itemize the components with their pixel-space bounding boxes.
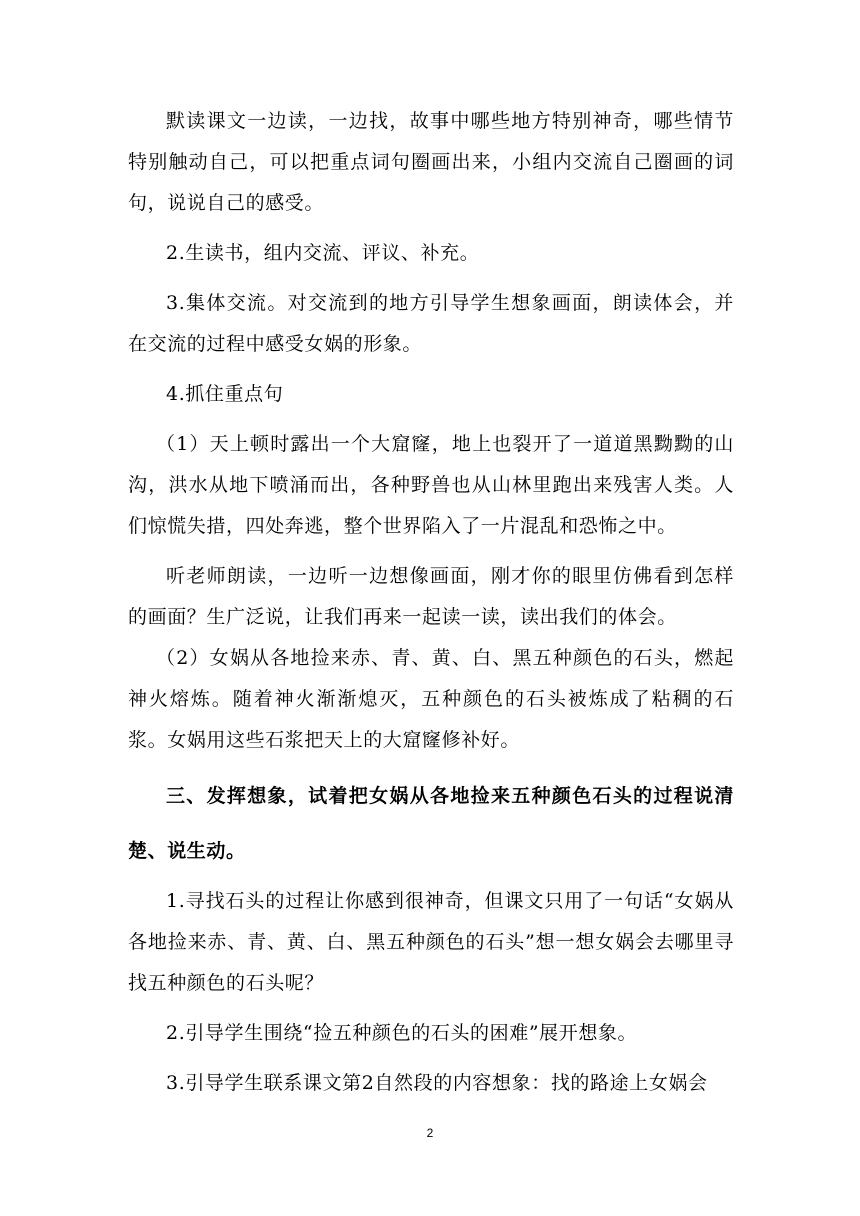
paragraph-key-sentence-1: （1）天上顿时露出一个大窟窿，地上也裂开了一道道黑黝黝的山沟，洪水从地下喷涌而出，各种野兽也从山林里跑出来残害人类。人们惊慌失措，四处奔逃，整个世界陷入了一片混乱和恐怖之中。: [128, 433, 734, 537]
paragraph-step-2: 2.生读书，组内交流、评议、补充。: [166, 242, 480, 264]
page-number: 2: [426, 1126, 434, 1140]
paragraph-key-sentence-2: （2）女娲从各地捡来赤、青、黄、白、黑五种颜色的石头，燃起神火熔炼。随着神火渐渐熄灭，五种颜色的石头被炼成了粘稠的石浆。女娲用这些石浆把天上的大窟窿修补好。: [128, 647, 734, 751]
paragraph-step-3: 3.集体交流。对交流到的地方引导学生想象画面，朗读体会，并在交流的过程中感受女娲的形象。: [128, 292, 734, 355]
paragraph-reading-task: 默读课文一边读，一边找，故事中哪些地方特别神奇，哪些情节特别触动自己，可以把重点词句圈画出来，小组内交流自己圈画的词句，说说自己的感受。: [128, 110, 734, 214]
paragraph-step-4: 4.抓住重点句: [166, 383, 284, 405]
document-body: [128, 101, 734, 1104]
section-heading-3: 三、发挥想象，试着把女娲从各地捡来五种颜色石头的过程说清楚、说生动。: [128, 785, 734, 862]
paragraph-imagine-2: 2.引导学生围绕“捡五种颜色的石头的困难”展开想象。: [166, 1022, 638, 1044]
paragraph-teacher-reading: 听老师朗读，一边听一边想像画面，刚才你的眼里仿佛看到怎样的画面？生广泛说，让我们再来一起读一读，读出我们的体会。: [128, 565, 734, 628]
paragraph-imagine-1: 1.寻找石头的过程让你感到很神奇，但课文只用了一句话“女娲从各地捡来赤、青、黄、白、黑五种颜色的石头”想一想女娲会去哪里寻找五种颜色的石头呢？: [128, 890, 734, 994]
paragraph-imagine-3: 3.引导学生联系课文第2自然段的内容想象：找的路途上女娲会: [166, 1072, 708, 1094]
